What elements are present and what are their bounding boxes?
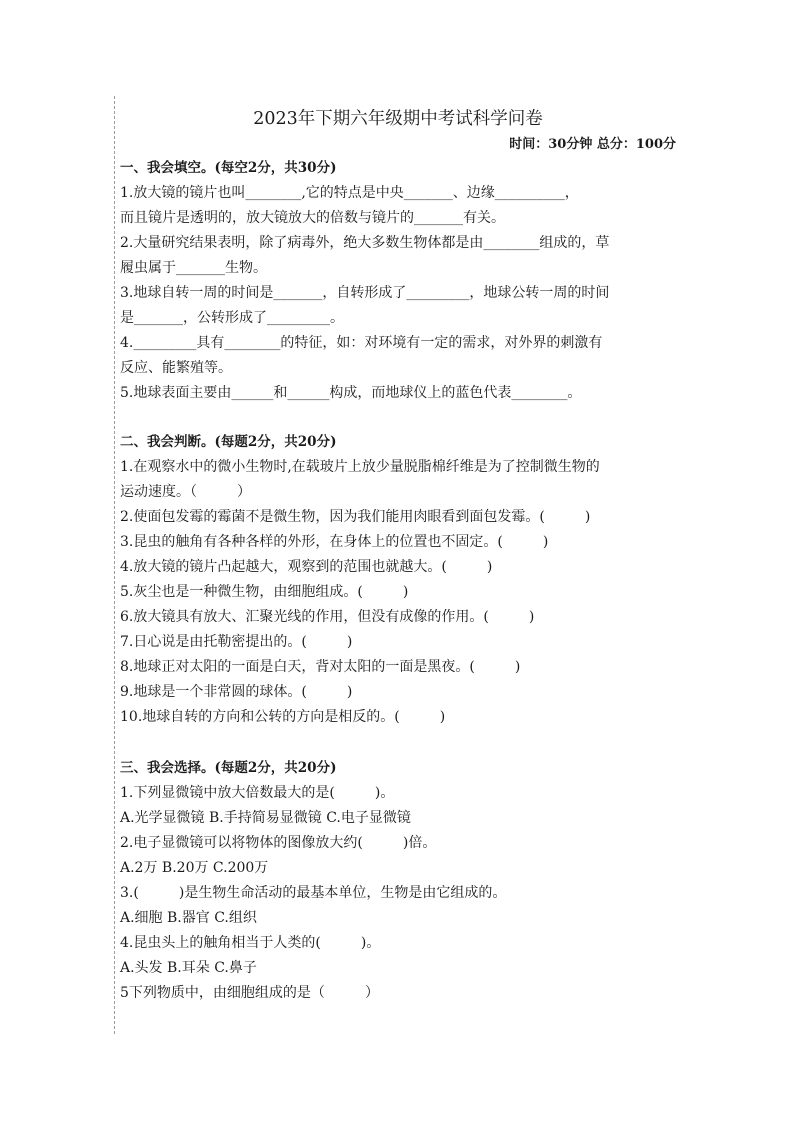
answer-options-line: A.光学显微镜 B.手持简易显微镜 C.电子显微镜 — [120, 810, 411, 826]
section-spacer — [120, 730, 676, 756]
question-line: 4._________具有________的特征，如：对环境有一定的需求，对外界的刺激有 — [120, 335, 603, 351]
question-line: 4.放大镜的镜片凸起越大，观察到的范围也就越大。( ) — [120, 559, 493, 575]
question-line: 4.昆虫头上的触角相当于人类的( )。 — [120, 935, 381, 951]
question-line: 运动速度。（ ） — [120, 484, 252, 500]
section-judge-title: 二、我会判断。(每题2分，共20分) — [120, 434, 337, 450]
question-line: 3.地球自转一周的时间是_______，自转形成了_________，地球公转一周的时间 — [120, 285, 610, 301]
answer-options-line: A.细胞 B.器官 C.组织 — [120, 910, 257, 926]
question-line: 5.地球表面主要由______和______构成，而地球仪上的蓝色代表________。 — [120, 385, 582, 401]
question-line: 3.昆虫的触角有各种各样的外形，在身体上的位置也不固定。( ) — [120, 534, 549, 550]
question-line: 10.地球自转的方向和公转的方向是相反的。( ) — [120, 709, 446, 725]
page-title: 2023年下期六年级期中考试科学问卷 — [253, 109, 543, 129]
question-line: 7.日心说是由托勒密提出的。( ) — [120, 634, 353, 650]
answer-options-line: A.2万 B.20万 C.200万 — [120, 860, 269, 876]
question-line: 2.大量研究结果表明，除了病毒外，绝大多数生物体都是由________组成的，草 — [120, 235, 610, 251]
question-line: 反应、能繁殖等。 — [120, 360, 232, 376]
binding-margin-line — [114, 96, 115, 1034]
question-line: 1.在观察水中的微小生物时,在载玻片上放少量脱脂棉纤维是为了控制微生物的 — [120, 459, 600, 475]
question-line: 1.下列显微镜中放大倍数最大的是( )。 — [120, 785, 395, 801]
question-line: 5.灰尘也是一种微生物，由细胞组成。( ) — [120, 584, 409, 600]
section-fill-blank-title: 一、我会填空。(每空2分，共30分) — [120, 160, 337, 176]
answer-options-line: A.头发 B.耳朵 C.鼻子 — [120, 960, 257, 976]
section-choice-title: 三、我会选择。(每题2分，共20分) — [120, 760, 337, 776]
exam-meta: 时间：30分钟 总分：100分 — [509, 137, 676, 152]
question-line: 3.( )是生物生命活动的最基本单位，生物是由它组成的。 — [120, 885, 507, 901]
question-line: 6.放大镜具有放大、汇聚光线的作用，但没有成像的作用。( ) — [120, 609, 535, 625]
question-line: 履虫属于_______生物。 — [120, 260, 267, 276]
section-spacer — [120, 406, 676, 430]
question-line: 1.放大镜的镜片也叫________,它的特点是中央_______、边缘__________， — [120, 185, 579, 201]
exam-paper — [120, 104, 676, 1006]
question-line: 5下列物质中，由细胞组成的是（ ） — [120, 985, 379, 1001]
question-line: 而且镜片是透明的，放大镜放大的倍数与镜片的_______有关。 — [120, 210, 505, 226]
question-line: 8.地球正对太阳的一面是白天，背对太阳的一面是黑夜。( ) — [120, 659, 521, 675]
question-line: 2.使面包发霉的霉菌不是微生物，因为我们能用肉眼看到面包发霉。( ) — [120, 509, 591, 525]
question-line: 2.电子显微镜可以将物体的图像放大约( )倍。 — [120, 835, 437, 851]
question-line: 是_______，公转形成了_________。 — [120, 310, 344, 326]
question-line: 9.地球是一个非常圆的球体。( ) — [120, 684, 353, 700]
